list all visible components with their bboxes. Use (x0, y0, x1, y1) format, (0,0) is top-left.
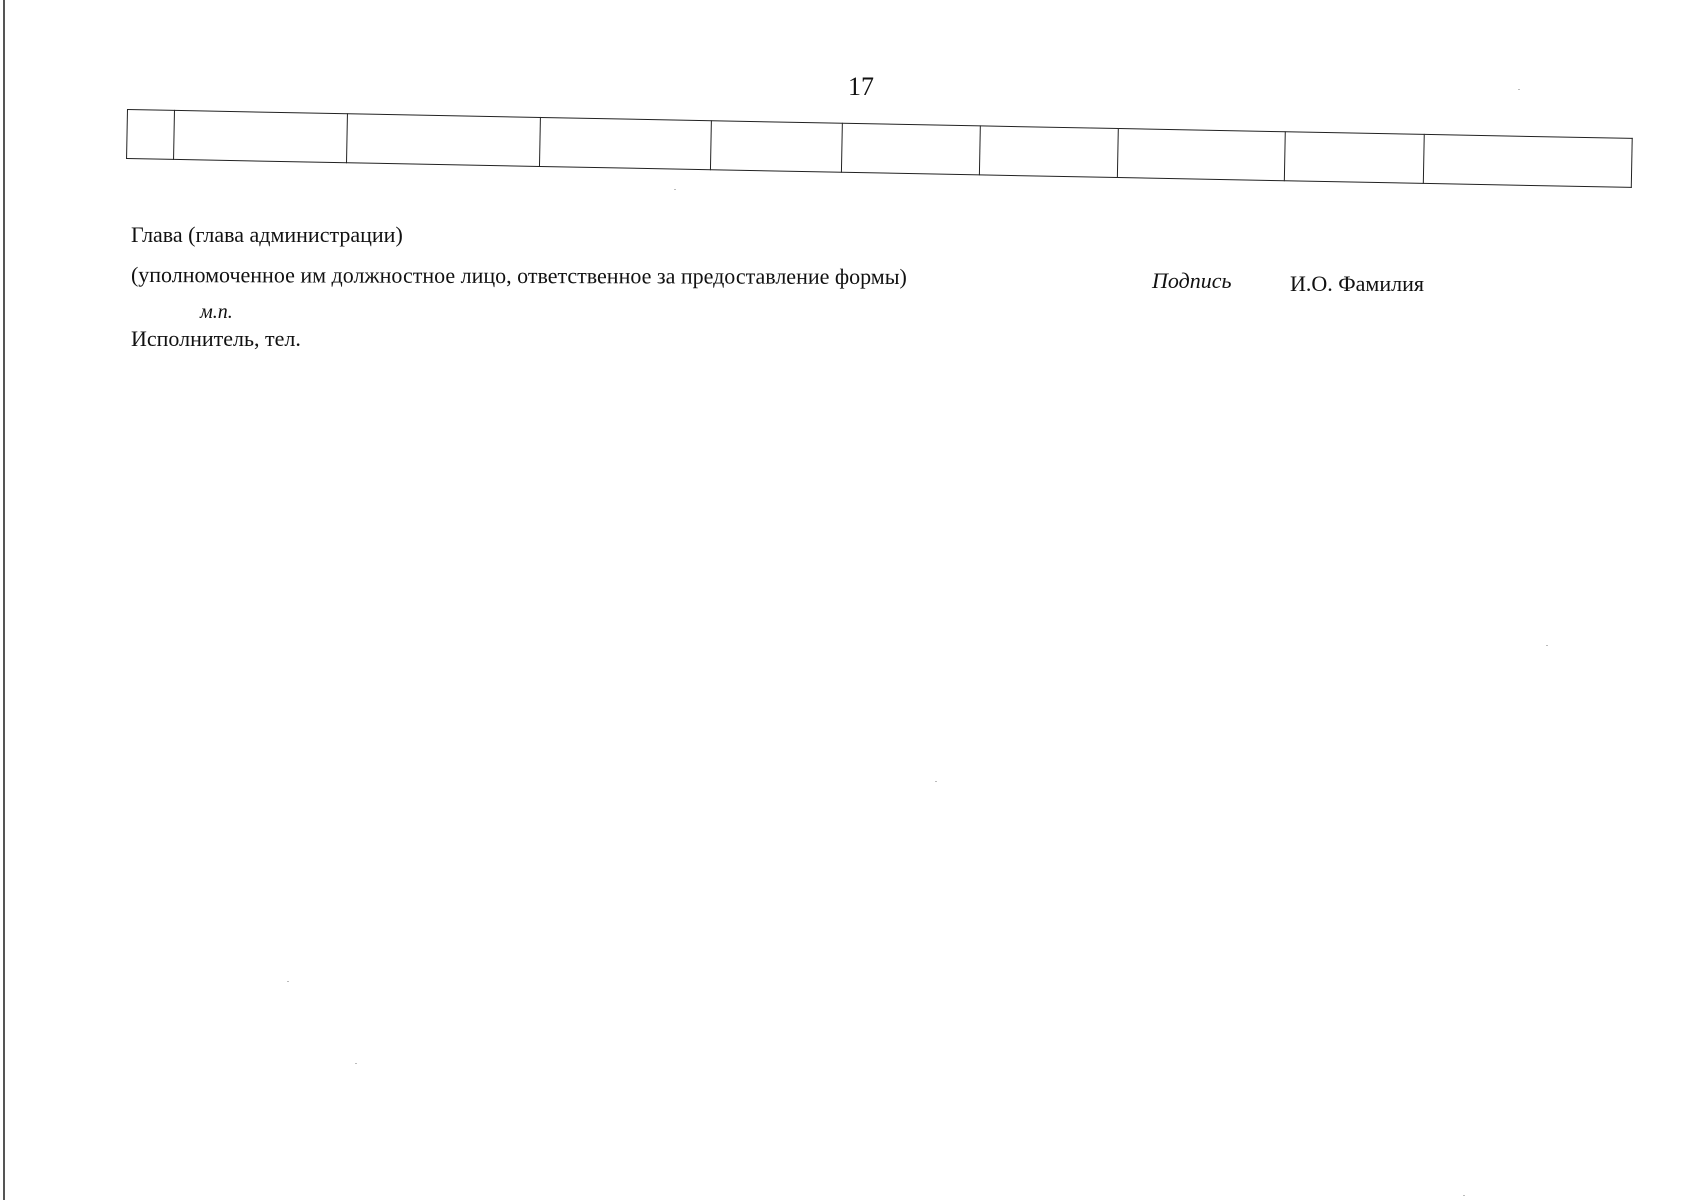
table-cell (174, 110, 348, 162)
blank-table-container (126, 109, 1632, 188)
scan-speck (287, 981, 289, 982)
table-cell (347, 114, 541, 167)
blank-table (126, 109, 1633, 188)
table-cell (1117, 129, 1285, 181)
scan-speck (935, 781, 937, 782)
head-title: Глава (глава администрации) (131, 222, 403, 247)
stamp-label: м.п. (200, 301, 233, 323)
table-cell (127, 110, 175, 160)
table-cell (710, 121, 842, 173)
table-cell (1423, 134, 1632, 187)
executor-label: Исполнитель, тел. (131, 326, 301, 351)
responsible-person-note: (уполномоченное им должностное лицо, ответственное за предоставление формы) (130, 262, 907, 290)
table-cell (539, 117, 711, 169)
page-scan-edge (3, 0, 5, 1200)
scan-speck (1546, 645, 1548, 646)
page-number: 17 (848, 72, 874, 101)
name-label: И.О. Фамилия (1290, 271, 1424, 296)
table-cell (1284, 132, 1424, 184)
signature-label: Подпись (1152, 268, 1232, 293)
table-cell (979, 126, 1118, 178)
scan-speck (674, 189, 676, 190)
table-row (127, 110, 1633, 188)
scan-speck (1518, 89, 1520, 90)
scan-speck (355, 1063, 357, 1064)
scan-speck (1463, 1195, 1465, 1196)
table-cell (841, 123, 980, 175)
